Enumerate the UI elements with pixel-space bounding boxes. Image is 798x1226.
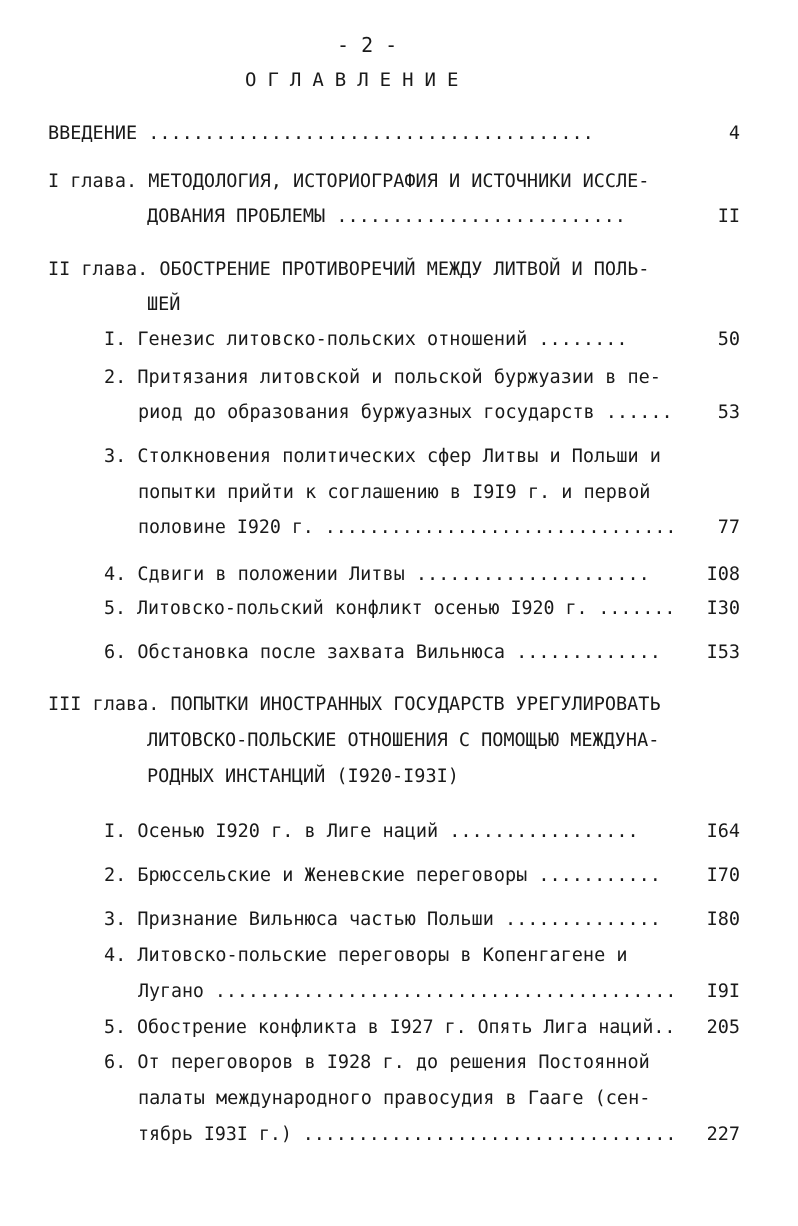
toc-entry-2-3: 3. Столкновения политических сфер Литвы и Польши и bbox=[104, 446, 661, 467]
toc-page-2-2: 53 bbox=[717, 402, 740, 423]
toc-entry-2-1: I. Генезис литовско-польских отношений ........ bbox=[104, 329, 628, 350]
toc-page-3-6: 227 bbox=[706, 1124, 740, 1145]
toc-entry-chapter-2: II глава. ОБОСТРЕНИЕ ПРОТИВОРЕЧИЙ МЕЖДУ ЛИТВОЙ И ПОЛЬ- bbox=[48, 259, 650, 280]
toc-page-2-3: 77 bbox=[717, 517, 740, 538]
toc-page-3-3: I80 bbox=[706, 909, 740, 930]
toc-entry-2-2-cont: риод до образования буржуазных государств ...... bbox=[138, 402, 673, 423]
toc-entry-chapter-3-cont: ЛИТОВСКО-ПОЛЬСКИЕ ОТНОШЕНИЯ С ПОМОЩЬЮ МЕЖДУНА- bbox=[147, 730, 660, 751]
toc-entry-3-6-cont: палаты международного правосудия в Гааге (сен- bbox=[138, 1088, 651, 1109]
toc-entry-chapter-1-cont: ДОВАНИЯ ПРОБЛЕМЫ .......................... bbox=[147, 206, 626, 227]
toc-page-3-5: 205 bbox=[706, 1017, 740, 1038]
toc-page-2-6: I53 bbox=[706, 642, 740, 663]
toc-entry-2-3-cont: попытки прийти к соглашению в I9I9 г. и первой bbox=[138, 482, 651, 503]
toc-entry-3-6-cont: тябрь I93I г.) .................................. bbox=[138, 1124, 677, 1145]
toc-entry-chapter-1: I глава. МЕТОДОЛОГИЯ, ИСТОРИОГРАФИЯ И ИСТОЧНИКИ ИССЛЕ- bbox=[48, 171, 650, 192]
toc-entry-chapter-3: III глава. ПОПЫТКИ ИНОСТРАННЫХ ГОСУДАРСТВ УРЕГУЛИРОВАТЬ bbox=[48, 694, 661, 715]
toc-entry-3-4-cont: Лугано .......................................... bbox=[138, 981, 677, 1002]
toc-page-3-2: I70 bbox=[706, 865, 740, 886]
page-number: - 2 - bbox=[337, 33, 398, 57]
toc-page-3-4: I9I bbox=[706, 981, 740, 1002]
toc-entry-2-5: 5. Литовско-польский конфликт осенью I920 г. ....... bbox=[104, 598, 676, 619]
toc-page-chapter-1: II bbox=[717, 206, 740, 227]
toc-entry-chapter-3-cont: РОДНЫХ ИНСТАНЦИЙ (I920-I93I) bbox=[147, 766, 459, 787]
toc-page-2-4: I08 bbox=[706, 564, 740, 585]
toc-entry-2-4: 4. Сдвиги в положении Литвы ..................... bbox=[104, 564, 650, 585]
toc-page-intro: 4 bbox=[728, 123, 740, 144]
toc-entry-3-6: 6. От переговоров в I928 г. до решения Постоянной bbox=[104, 1052, 650, 1073]
page-title: ОГЛАВЛЕНИЕ bbox=[245, 69, 470, 91]
toc-entry-chapter-2-cont: ШЕЙ bbox=[147, 294, 181, 315]
toc-page-2-5: I30 bbox=[706, 598, 740, 619]
toc-page-3-1: I64 bbox=[706, 821, 740, 842]
toc-entry-intro: ВВЕДЕНИЕ ........................................ bbox=[48, 123, 594, 144]
toc-entry-3-4: 4. Литовско-польские переговоры в Копенгагене и bbox=[104, 945, 628, 966]
toc-page-2-1: 50 bbox=[717, 329, 740, 350]
toc-entry-3-2: 2. Брюссельские и Женевские переговоры ........... bbox=[104, 865, 661, 886]
toc-entry-2-3-cont: половине I920 г. ................................ bbox=[138, 517, 677, 538]
toc-entry-2-6: 6. Обстановка после захвата Вильнюса ............. bbox=[104, 642, 661, 663]
toc-entry-3-1: I. Осенью I920 г. в Лиге наций ................. bbox=[104, 821, 639, 842]
toc-entry-2-2: 2. Притязания литовской и польской буржуазии в пе- bbox=[104, 367, 661, 388]
toc-entry-3-3: 3. Признание Вильнюса частью Польши .............. bbox=[104, 909, 661, 930]
toc-entry-3-5: 5. Обострение конфликта в I927 г. Опять Лига наций.. bbox=[104, 1017, 676, 1038]
